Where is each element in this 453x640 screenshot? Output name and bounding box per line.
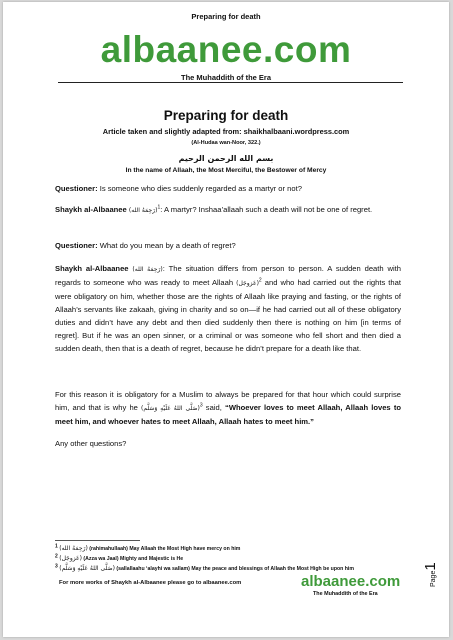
footnote-2-text: (Azza wa Jaal) Mighty and Majestic is He [81,556,184,562]
footer-more-works: For more works of Shaykh al-Albaanee please go to albaanee.com [59,580,242,586]
article-title: Preparing for death [163,108,289,123]
header-top-title: Preparing for death [191,12,261,21]
hadith-quote: “Whoever loves to meet Allaah, Allaah loves to meet him, and whoever hates to meet Allaah, Allaah hates to meet him.” [55,403,401,426]
answer-2 [55,262,401,355]
p3-salla: (صَلَّى اللهُ عَلَيْهِ وَسَلَّم) [141,405,200,412]
footnote-divider [55,540,140,541]
page-number-value: 1 [422,562,439,571]
p3-footnote-ref: 3 [199,402,203,409]
paragraph-3 [55,388,401,428]
a1-label: Shaykh al-Albaanee [55,205,127,214]
q1-text: Is someone who dies suddenly regarded as a martyr or not? [97,184,302,193]
footnote-2-num: 2 [55,553,58,560]
article-source: (Al-Hudaa wan-Noor, 322.) [191,140,261,146]
a2-label: Shaykh al-Albaanee [55,264,129,273]
footnote-3-num: 3 [55,563,58,570]
a2-text-2: and who had carried out the rights that were obligatory on him, whether those are the rights of Allaah like praying and fasting, or the rights of Allaah’s servants like zakaah, giving in charity and so on—if he had carried out all of these obligatory duties and didn’t have any debt and then died suddenly then there is nothing on him [in terms of regret]. But if he was an open sinner, or a criminal or was someone who fell short and then died a sudden death, then that is a death of regret, because he didn’t prepare for a death like that. [55,278,401,353]
answer-1 [55,203,401,217]
a2-honorific: (رَحِمَهُ الله) [132,266,163,273]
footnote-3 [55,565,354,572]
p3-text-1: For this reason it is obligatory for a Muslim to always be prepared for that hour which could surprise him, and that is why he [55,390,401,412]
footnote-2-arabic: (عَزوجَل) [59,555,82,562]
footnote-2 [55,555,183,562]
closing-line: Any other questions? [55,439,127,448]
q2-text: What do you mean by a death of regret? [97,241,236,250]
footnote-1-arabic: (رَحِمَهُ الله) [59,545,88,552]
header-logo: albaanee.com [100,29,352,70]
page-label: Page [430,570,437,587]
a1-footnote-ref: 1 [157,204,161,211]
footnote-3-arabic: (صَلَّى اللهُ عَلَيْهِ وَسَلَّم) [59,565,115,572]
footnote-1-text: (rahimahullaah) May Allaah the Most High have mercy on him [87,546,241,552]
basmala-english: In the name of Allaah, the Most Merciful, the Bestower of Mercy [125,167,327,174]
footer-tagline: The Muhaddith of the Era [313,591,378,597]
a2-azza: (عَزوجَل) [236,280,259,287]
page-number [422,557,446,587]
article-subtitle: Article taken and slightly adapted from: shaikhalbaani.wordpress.com [102,127,350,136]
q2-label: Questioner: [55,241,98,250]
question-2 [55,239,401,252]
document-page [3,2,449,637]
basmala-arabic: بسم الله الرحمن الرحيم [178,154,274,163]
footnote-1 [55,545,240,552]
question-1 [55,182,401,195]
footer-logo: albaanee.com [301,573,401,590]
header-divider [58,82,403,83]
footnote-3-text: (sallallaahu ‘alayhi wa sallam) May the peace and blessings of Allaah the Most High be upon him [114,566,354,572]
header-tagline: The Muhaddith of the Era [181,73,271,82]
a1-honorific: (رَحِمَهُ الله) [128,207,158,214]
a1-text: : A martyr? Inshaa’allaah such a death will not be one of regret. [160,205,373,214]
footnote-1-num: 1 [55,543,58,550]
a2-text-1: : The situation differs from person to person. A sudden death with regards to someone who was ready to meet Allaah [55,264,401,287]
q1-label: Questioner: [55,184,98,193]
p3-said: said, [202,403,226,412]
a2-footnote-ref: 2 [258,277,262,284]
